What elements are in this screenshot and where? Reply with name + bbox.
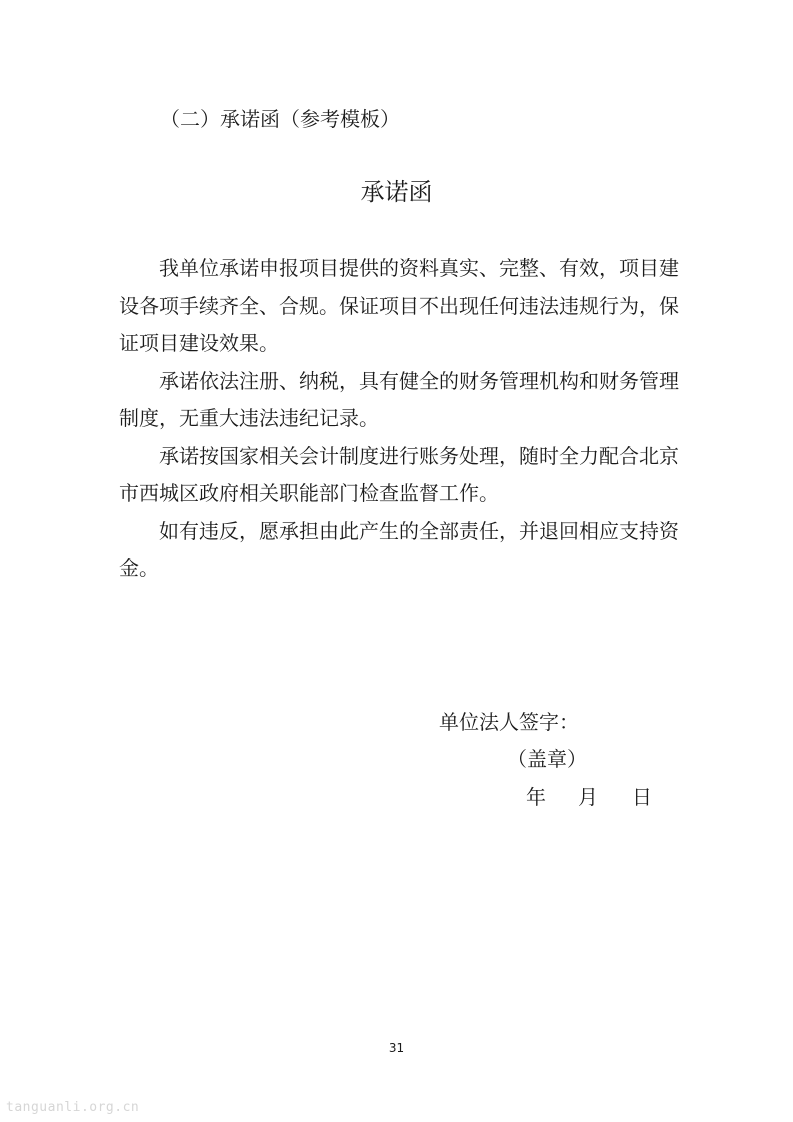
watermark: tanguanli.org.cn: [6, 1100, 140, 1115]
seal-label: （盖章）: [507, 747, 587, 771]
paragraph-2: 承诺依法注册、纳税，具有健全的财务管理机构和财务管理制度，无重大违法违纪记录。: [119, 368, 679, 430]
commitment-body: [119, 250, 679, 588]
section-heading: （二）承诺函（参考模板）: [160, 107, 400, 131]
paragraph-4: 如有违反，愿承担由此产生的全部责任，并退回相应支持资金。: [119, 518, 679, 580]
paragraph-3: 承诺按国家相关会计制度进行账务处理，随时全力配合北京市西城区政府相关职能部门检查监督工作。: [119, 443, 679, 505]
date-year-label: 年: [526, 785, 546, 809]
signature-label: 单位法人签字：: [439, 710, 579, 734]
date-month-label: 月: [578, 785, 598, 809]
date-day-label: 日: [632, 785, 652, 809]
paragraph-1: 我单位承诺申报项目提供的资料真实、完整、有效，项目建设各项手续齐全、合规。保证项目不出现任何违法违规行为，保证项目建设效果。: [119, 256, 679, 355]
page-number: 31: [388, 1041, 405, 1055]
document-title: 承诺函: [360, 178, 433, 206]
